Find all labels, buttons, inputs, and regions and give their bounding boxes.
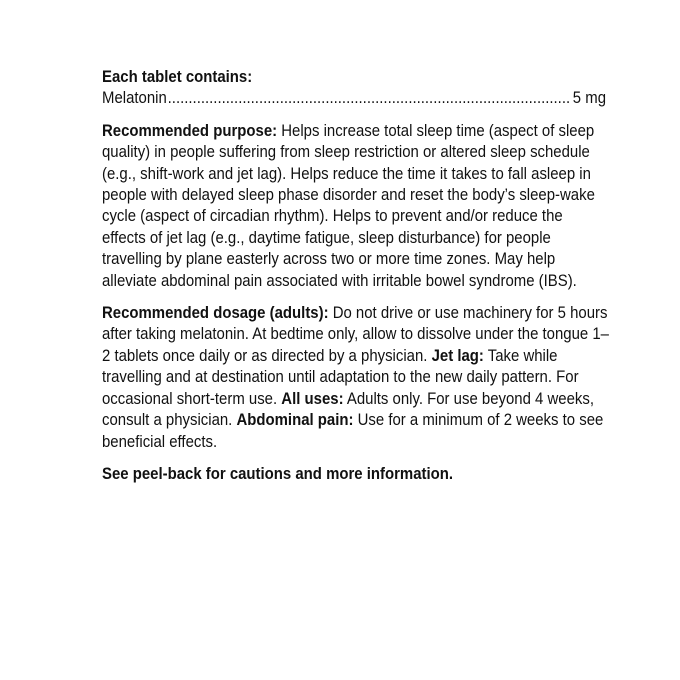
dot-leader bbox=[168, 87, 570, 108]
ingredient-name: Melatonin bbox=[102, 88, 167, 108]
footer-note bbox=[102, 463, 610, 484]
dosage-text-3: Adults only. For use beyond 4 weeks, consult a physician. bbox=[102, 388, 594, 430]
alluses-label: All uses: bbox=[281, 388, 344, 408]
ingredient-amount: 5 mg bbox=[572, 88, 606, 108]
contents-heading: Each tablet contains: bbox=[102, 67, 253, 86]
purpose-label: Recommended purpose: bbox=[102, 120, 278, 140]
ingredient-row bbox=[102, 87, 606, 108]
jetlag-label: Jet lag: bbox=[431, 345, 484, 365]
abdominal-label: Abdominal pain: bbox=[236, 410, 354, 430]
footer-text: See peel-back for cautions and more information. bbox=[102, 463, 454, 483]
purpose-paragraph bbox=[102, 120, 610, 291]
dosage-text-2: Take while travelling and at destination until adaptation to the new daily pattern. For occasional short-term use. bbox=[102, 345, 579, 408]
product-label-text bbox=[102, 66, 610, 484]
dosage-text-4: Use for a minimum of 2 weeks to see beneficial effects. bbox=[102, 410, 604, 451]
dosage-text-1: Do not drive or use machinery for 5 hours after taking melatonin. At bedtime only, allow to dissolve under the tongue 1–2 tablets once daily or as directed by a physician. bbox=[102, 303, 609, 365]
dosage-paragraph bbox=[102, 302, 610, 452]
purpose-text: Helps increase total sleep time (aspect of sleep quality) in people suffering from sleep restriction or altered sleep schedule (e.g., shift-work and jet lag). Helps reduce the time it takes to fall asleep in people with delayed sleep phase disorder and reset the body’s sleep-wake cycle (aspect of circadian rhythm). Helps to prevent and/or reduce the effects of jet lag (e.g., daytime fatigue, sleep disturbance) for people travelling by plane easterly across two or more time zones. May help alleviate abdominal pain associated with irritable bowel syndrome (IBS). bbox=[102, 120, 595, 290]
dosage-label: Recommended dosage (adults): bbox=[102, 303, 329, 323]
